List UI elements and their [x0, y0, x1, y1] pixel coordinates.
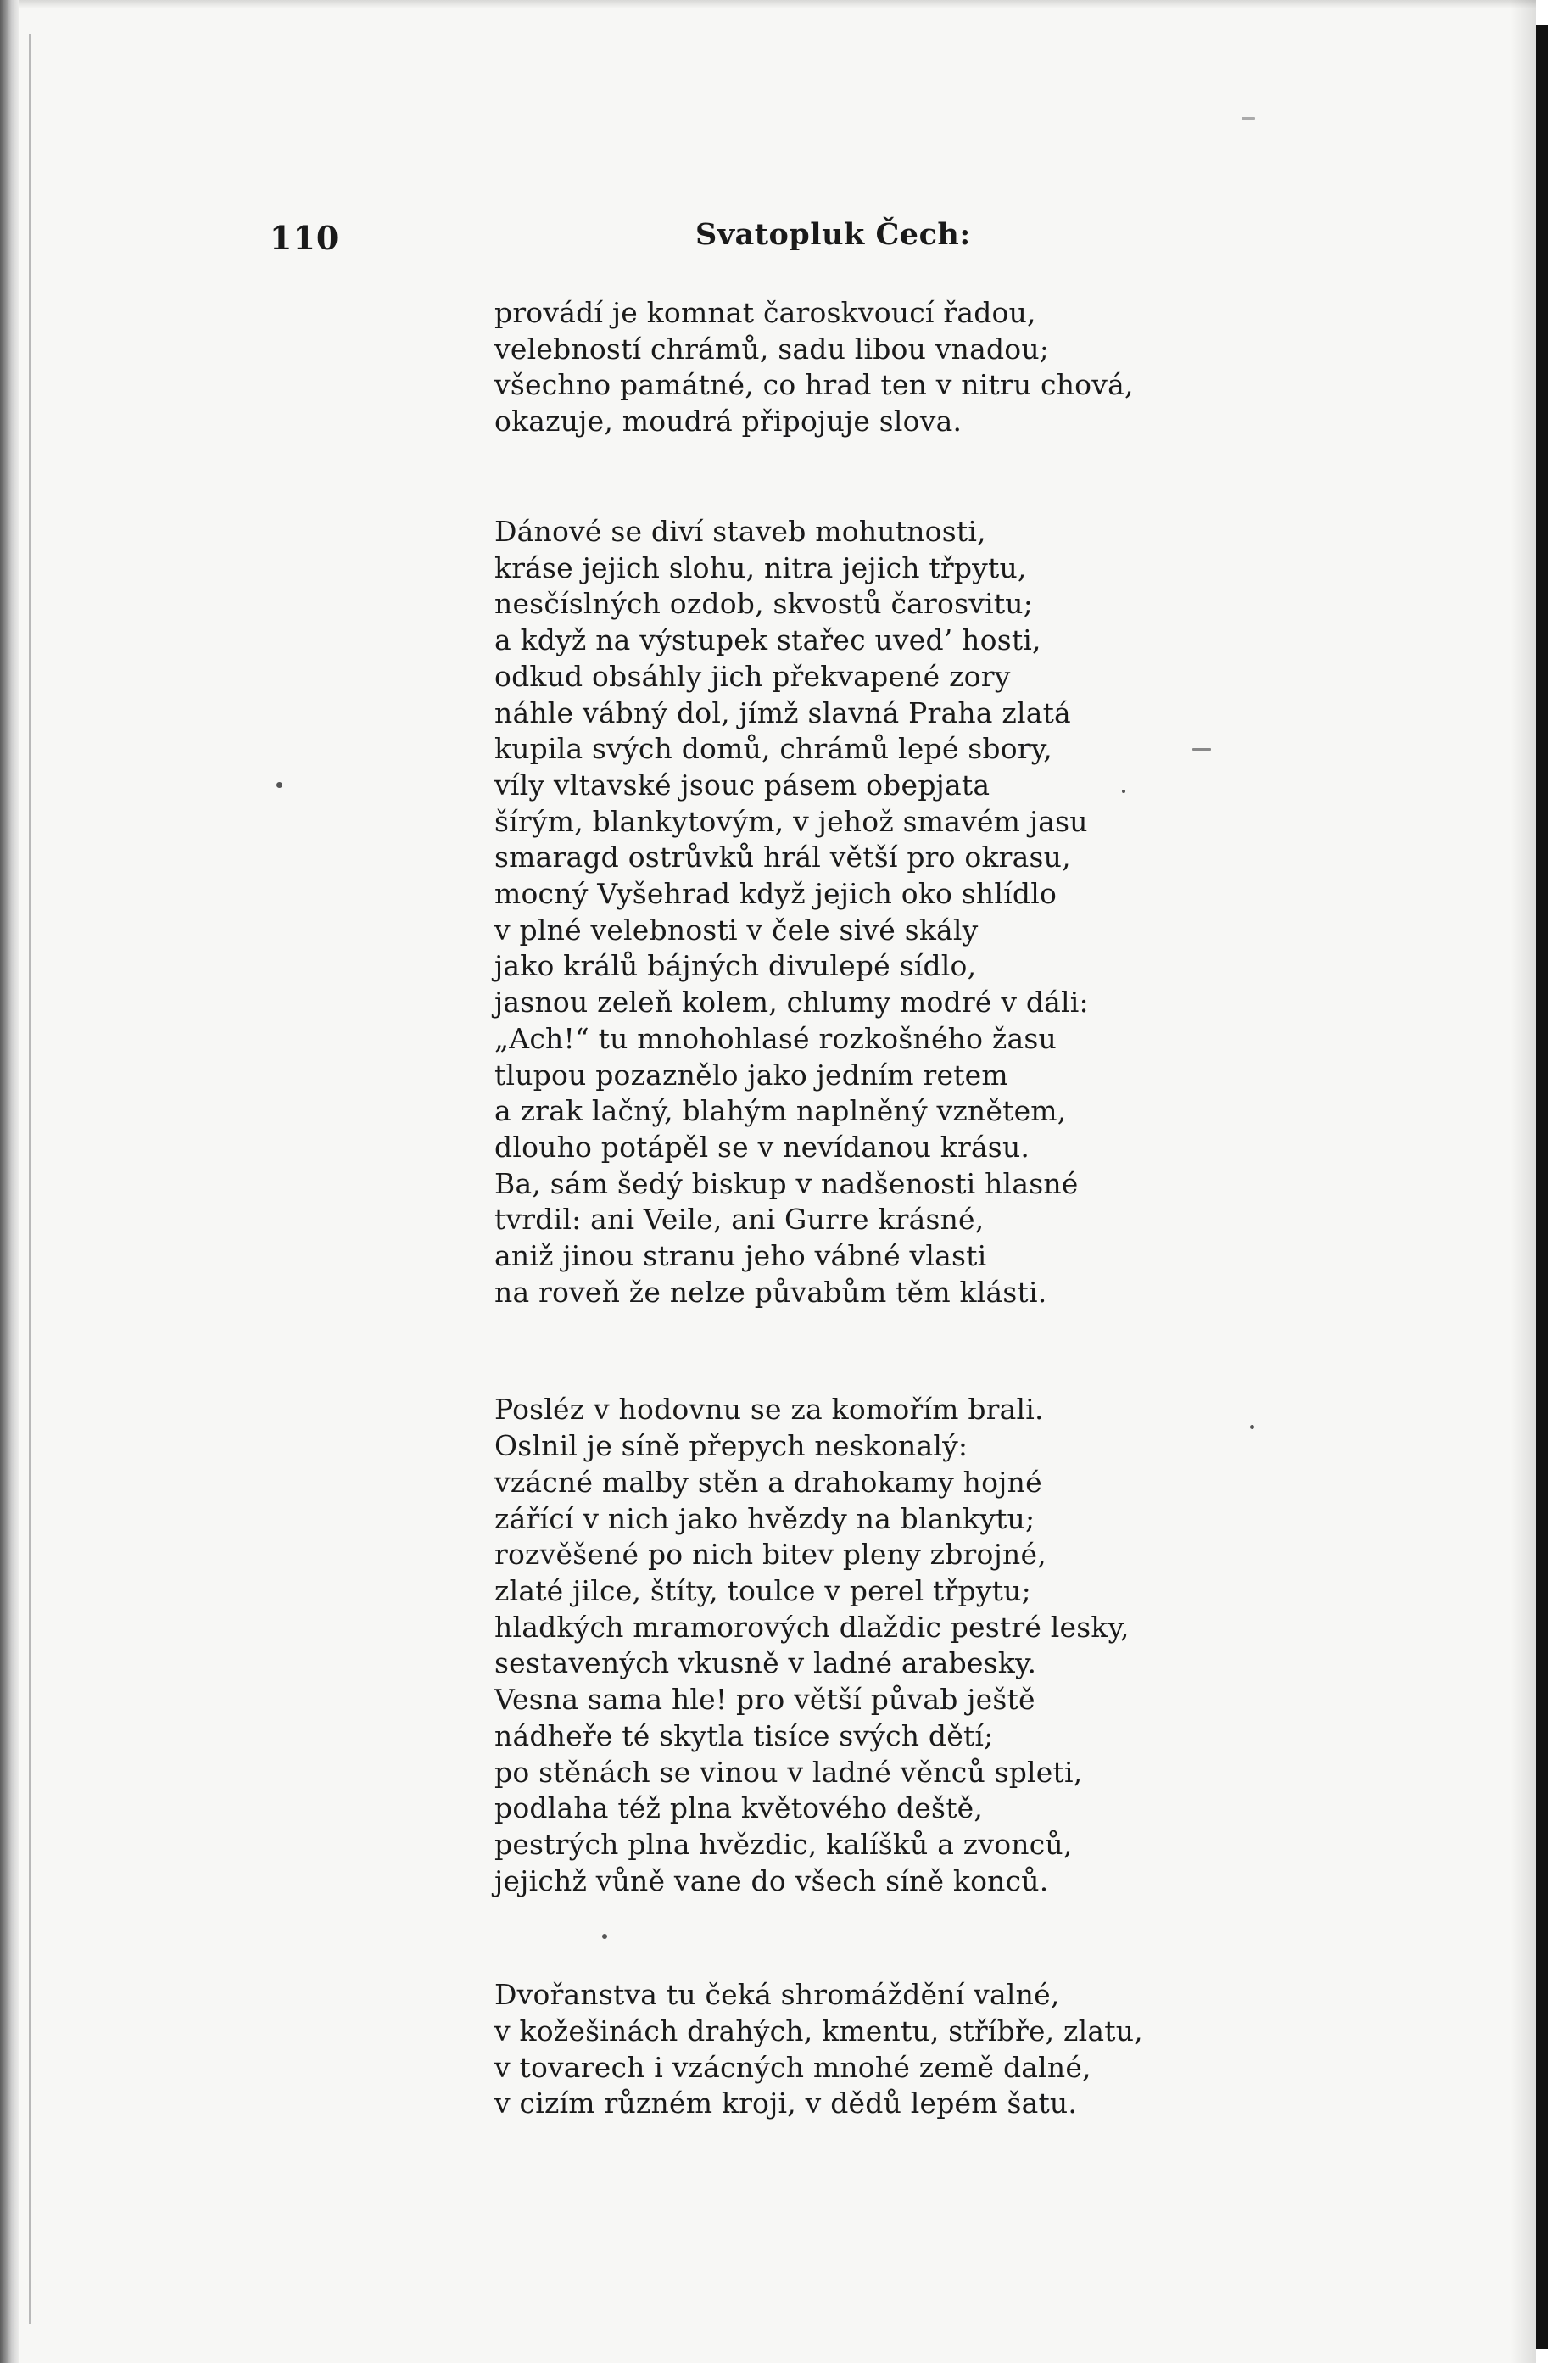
verse-line: a když na výstupek stařec uved’ hosti,: [494, 623, 1041, 657]
verse-line: Dvořanstva tu čeká shromáždění valné,: [494, 1978, 1060, 2012]
verse-line: odkud obsáhly jich překvapené zory: [494, 659, 1011, 693]
verse-line: Dánové se diví staveb mohutnosti,: [494, 515, 986, 548]
verse-line: pestrých plna hvězdic, kalíšků a zvonců,: [494, 1827, 1073, 1861]
verse-line: po stěnách se vinou v ladné věnců spleti,: [494, 1755, 1083, 1789]
verse-line: podlaha též plna květového deště,: [494, 1791, 984, 1825]
verse-line: jasnou zeleň kolem, chlumy modré v dáli:: [494, 986, 1089, 1019]
page-number: 110: [270, 219, 340, 257]
verse-line: všechno památné, co hrad ten v nitru chová,: [494, 368, 1134, 401]
verse-line: okazuje, moudrá připojuje slova.: [494, 404, 963, 438]
verse-line: v plné velebnosti v čele sivé skály: [494, 913, 979, 947]
verse-line: zářící v nich jako hvězdy na blankytu;: [494, 1501, 1035, 1535]
verse-line: náhle vábný dol, jímž slavná Praha zlatá: [494, 695, 1071, 729]
verse-line: v tovarech i vzácných mnohé země dalné,: [494, 2050, 1091, 2084]
scan-right-shadow: [1510, 0, 1536, 2363]
stanza-4: [494, 1977, 1342, 2122]
verse-line: dlouho potápěl se v nevídanou krásu.: [494, 1130, 1030, 1164]
verse-line: rozvěšené po nich bitev pleny zbrojné,: [494, 1538, 1046, 1572]
verse-line: aniž jinou stranu jeho vábné vlasti: [494, 1239, 987, 1273]
verse-line: vzácné malby stěn a drahokamy hojné: [494, 1465, 1042, 1499]
speck: [276, 782, 282, 788]
scan-fold-line: [29, 34, 31, 2324]
verse-line: kupila svých domů, chrámů lepé sbory,: [494, 732, 1052, 766]
verse-line: víly vltavské jsouc pásem obepjata: [494, 768, 990, 802]
verse-line: sestavených vkusně v ladné arabesky.: [494, 1646, 1037, 1680]
verse-line: v cizím různém kroji, v dědů lepém šatu.: [494, 2086, 1078, 2120]
verse-line: kráse jejich slohu, nitra jejich třpytu,: [494, 550, 1027, 584]
scan-right-edge-bar: [1536, 25, 1548, 2349]
verse-line: hladkých mramorových dlaždic pestré lesky,: [494, 1610, 1130, 1644]
verse-line: smaragd ostrůvků hrál větší pro okrasu,: [494, 841, 1071, 874]
verse-line: nádheře té skytla tisíce svých dětí;: [494, 1718, 994, 1752]
verse-line: na roveň že nelze půvabům těm klásti.: [494, 1275, 1047, 1309]
verse-line: velebností chrámů, sadu libou vnadou;: [494, 332, 1050, 366]
poem: [494, 295, 1342, 2122]
verse-line: nesčíslných ozdob, skvostů čarosvitu;: [494, 587, 1034, 621]
verse-line: v kožešinách drahých, kmentu, stříbře, zlatu,: [494, 2014, 1143, 2048]
verse-line: Posléz v hodovnu se za komořím brali.: [494, 1393, 1044, 1427]
verse-line: Vesna sama hle! pro větší půvab ještě: [494, 1683, 1035, 1717]
speck: [1242, 117, 1255, 120]
stanza-3: [494, 1392, 1342, 1899]
scan-left-gutter: [0, 0, 19, 2363]
verse-line: Oslnil je síně přepych neskonalý:: [494, 1429, 968, 1463]
stanza-2: [494, 514, 1342, 1310]
verse-line: a zrak lačný, blahým naplněný vznětem,: [494, 1094, 1067, 1128]
verse-line: šírým, blankytovým, v jehož smavém jasu: [494, 804, 1088, 838]
verse-line: tlupou pozaznělo jako jedním retem: [494, 1058, 1008, 1092]
verse-line: mocný Vyšehrad když jejich oko shlídlo: [494, 877, 1057, 911]
verse-line: „Ach!“ tu mnohohlasé rozkošného žasu: [494, 1021, 1057, 1055]
verse-line: provádí je komnat čaroskvoucí řadou,: [494, 296, 1036, 329]
verse-line: jako králů bájných divulepé sídlo,: [494, 949, 977, 983]
running-head: Svatopluk Čech:: [695, 217, 971, 252]
stanza-1: [494, 295, 1342, 439]
verse-line: jejichž vůně vane do všech síně konců.: [494, 1863, 1049, 1897]
verse-line: tvrdil: ani Veile, ani Gurre krásné,: [494, 1203, 985, 1237]
scan-top-shadow: [19, 0, 1537, 8]
verse-line: Ba, sám šedý biskup v nadšenosti hlasné: [494, 1166, 1079, 1200]
verse-line: zlaté jilce, štíty, toulce v perel třpytu;: [494, 1573, 1031, 1607]
